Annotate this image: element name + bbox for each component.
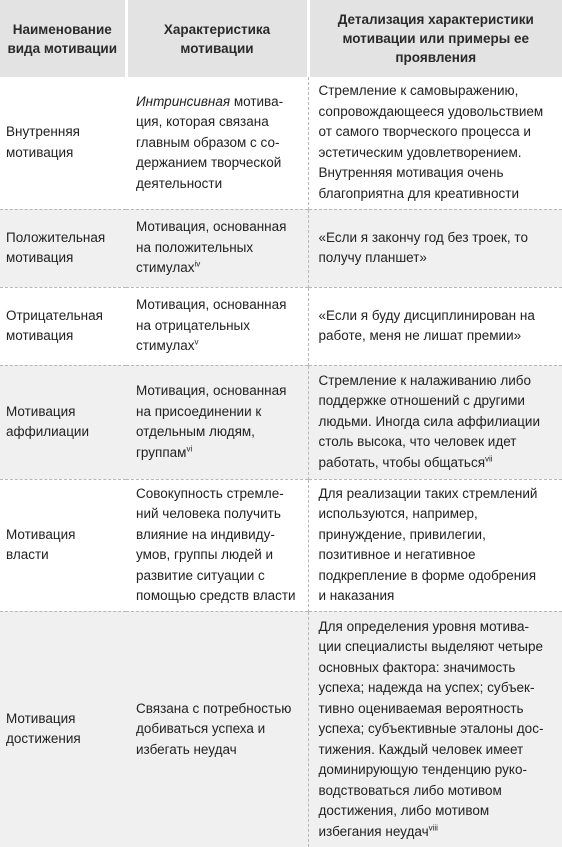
motivation-type-line: власти [6,547,49,562]
footnote-marker: viii [428,823,438,832]
line-text: избегания неудач [318,823,429,839]
characteristic-cell-line [136,316,300,337]
line-text: ний человека получить [136,506,281,521]
line-text: Стремление к налаживанию либо [318,372,532,388]
characteristic-cell-line [136,112,300,133]
motivation-type-cell [0,611,126,847]
characteristic-cell-line [136,238,300,259]
characteristic-cell-line [136,699,300,720]
motivation-type-cell [0,365,126,479]
detail-cell-line [319,81,557,102]
characteristic-cell-line [136,545,300,566]
line-text: деятельности [136,175,223,191]
detail-cell-line [319,525,557,546]
line-text: работе, меня не лишат премии» [318,328,522,343]
line-text: «Если я буду дисциплинирован на [318,307,535,323]
line-text: сопровождающееся удовольствием [318,103,544,119]
detail-cell-line [319,504,557,525]
line-text: помощью средств власти [136,588,296,603]
motivation-type-cell [0,209,126,287]
characteristic-cell [126,365,308,479]
motivation-type-line: Положительная [6,229,106,245]
header-line: Характеристика [163,21,271,37]
detail-cell [308,77,562,209]
detail-cell-line [319,822,557,843]
detail-cell-line [319,658,557,679]
line-text: эстетическим удовлетворением. [318,144,522,160]
detail-cell-line [319,637,557,658]
line-text: на отрицательных [136,317,251,333]
line-text: тивно оцениваемая вероятность [318,700,524,716]
detail-cell-line [319,391,557,412]
detail-cell [308,611,562,847]
italic-term: Интринсивная [136,93,231,109]
detail-cell-line [319,760,557,781]
footnote-marker: iv [194,259,201,269]
line-text: людьми. Иногда сила аффилиации [318,413,540,429]
line-text: подкрепление в форме одобрения [318,567,537,583]
detail-cell [308,209,562,287]
characteristic-cell [126,611,308,847]
line-text: Мотивация, основанная [136,297,287,313]
table-body [0,77,562,847]
characteristic-cell-line [136,402,300,423]
detail-cell-line [319,678,557,699]
line-text: водствоваться либо мотивом [318,782,502,798]
motivation-type-line: мотивация [6,328,74,343]
detail-cell-line [319,453,557,474]
table-header [0,0,562,77]
line-text: Мотивация, основанная [136,219,287,235]
characteristic-cell [126,209,308,287]
line-text: от самого творческого процесса и [318,124,531,140]
line-text: Для реализации таких стремлений [318,485,538,501]
line-text: на присоединении к [136,403,262,419]
line-text: принуждение, привилегии, [318,526,486,542]
detail-cell-line [319,228,557,249]
detail-cell-line [319,719,557,740]
characteristic-cell-line [136,422,300,443]
detail-cell-line [319,163,557,184]
detail-cell-line [319,740,557,761]
line-text: добиваться успеха и [136,721,266,736]
line-text: Совокупность стремле- [136,485,284,501]
footnote-marker: v [194,337,199,347]
line-text: стимулах [136,338,195,354]
detail-cell-line [319,143,557,164]
line-text: и наказания [318,588,395,603]
characteristic-cell-line [136,719,300,740]
characteristic-cell-line [136,258,300,279]
line-text: используются, например, [318,506,478,521]
line-text: развитие ситуации с [136,567,265,583]
characteristic-cell-line [136,92,300,113]
characteristic-cell [126,77,308,209]
header-line: Наименование [12,21,112,37]
line-text: основных фактора: значимость [318,659,516,675]
motivation-type-cell [0,287,126,365]
motivation-type-line: достижения [6,731,81,747]
characteristic-cell-line [136,740,300,761]
header-row [0,0,562,77]
line-text: отдельным людям, [136,424,255,439]
header-line: Детализация характеристики [337,12,534,27]
detail-cell-line [319,306,557,327]
motivation-type-line: аффилиации [6,424,90,439]
line-text: доминирующую тенденцию руко- [318,762,527,777]
detail-cell-line [319,617,557,638]
detail-cell-line [319,326,557,347]
table-row [0,209,562,287]
line-text: мотива- [230,93,284,109]
detail-cell-line [319,102,557,123]
characteristic-cell-line [136,153,300,174]
header-detail [308,0,562,77]
detail-cell-line [319,781,557,802]
line-text: успеха; надежда на успех; субъек- [318,680,535,695]
detail-cell [308,365,562,479]
detail-cell-line [319,586,557,607]
characteristic-cell-line [136,336,300,357]
detail-cell-line [319,484,557,505]
footnote-marker: vi [186,444,193,453]
detail-cell-line [319,801,557,822]
characteristic-cell-line [136,484,300,505]
line-text: держанием творческой [136,155,282,170]
header-characteristic [126,0,308,77]
characteristic-cell-line [136,586,300,607]
detail-cell-line [319,122,557,143]
line-text: Для определения уровня мотива- [318,618,530,634]
line-text: ции специалисты выделяют четыре [318,639,543,654]
footnote-marker: vii [485,454,493,464]
motivation-type-line: Мотивация [6,710,76,726]
motivation-type-cell [0,479,126,611]
detail-cell-line [319,371,557,392]
line-text: на положительных [136,239,254,255]
characteristic-cell [126,287,308,365]
line-text: поддержке отношений с другими [318,393,525,409]
characteristic-cell-line [136,504,300,525]
table-row [0,479,562,611]
header-line: мотивации [180,40,254,56]
table-row [0,365,562,479]
detail-cell-line [319,432,557,453]
motivation-type-line: Мотивация [6,403,76,419]
header-line: мотивации или примеры ее [342,31,530,46]
line-text: умов, группы людей и [136,547,274,562]
line-text: избегать неудач [136,741,237,757]
characteristic-cell-line [136,133,300,154]
detail-cell [308,479,562,611]
detail-cell-line [319,566,557,587]
line-text: ция, которая связана [136,114,269,129]
detail-cell-line [319,248,557,269]
detail-cell-line [319,184,557,205]
motivation-type-cell [0,77,126,209]
line-text: «Если я закончу год без троек, то [318,229,528,245]
table-row [0,77,562,209]
characteristic-cell-line [136,525,300,546]
line-text: влияние на индивиду- [136,526,275,542]
detail-cell-line [319,699,557,720]
detail-cell-line [319,545,557,566]
line-text: Стремление к самовыражению, [318,83,519,99]
characteristic-cell-line [136,381,300,402]
characteristic-cell-line [136,566,300,587]
line-text: успеха; субъективные эталоны дос- [318,721,544,736]
line-text: достижения, либо мотивом [318,803,490,818]
line-text: главным образом с со- [136,134,280,150]
line-text: Связана с потребностью [136,700,292,716]
header-motivation-type [0,0,126,77]
line-text: столь высока, что человек идет [318,434,517,450]
motivation-type-line: мотивация [6,250,74,265]
header-line: проявления [395,50,477,65]
line-text: работать, чтобы общаться [318,454,486,470]
motivation-type-line: Отрицательная [6,307,103,323]
line-text: Внутренняя мотивация очень [318,165,504,181]
header-line: вида мотивации [7,40,118,56]
line-text: группам [136,444,187,460]
line-text: благоприятна для креативности [318,185,519,201]
detail-cell-line [319,412,557,433]
motivation-type-line: мотивация [6,144,74,160]
characteristic-cell-line [136,217,300,238]
motivation-type-line: Внутренняя [6,124,80,140]
line-text: Мотивация, основанная [136,383,287,398]
line-text: тижения. Каждый человек имеет [318,741,524,757]
characteristic-cell-line [136,174,300,195]
motivation-type-line: Мотивация [6,526,76,542]
characteristic-cell-line [136,443,300,464]
line-text: стимулах [136,260,195,276]
line-text: позитивное и негативное [318,547,476,562]
table-row [0,287,562,365]
table-row [0,611,562,847]
characteristic-cell-line [136,295,300,316]
detail-cell [308,287,562,365]
line-text: получу планшет» [318,250,427,265]
characteristic-cell [126,479,308,611]
